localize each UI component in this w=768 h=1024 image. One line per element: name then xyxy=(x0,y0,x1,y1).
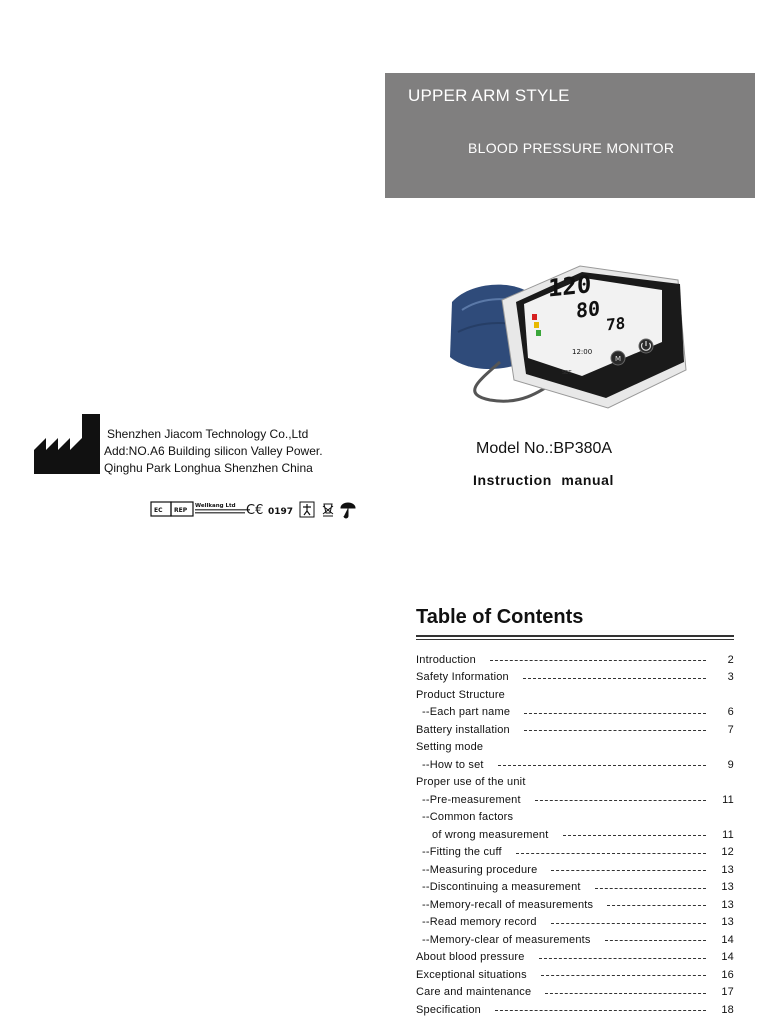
toc-leader xyxy=(539,958,706,959)
sys-reading: 120 xyxy=(548,270,592,303)
toc-entry xyxy=(416,756,734,774)
pulse-reading: 78 xyxy=(606,313,626,335)
status-red xyxy=(532,314,537,320)
toc-leader xyxy=(524,713,706,714)
toc-entry xyxy=(416,704,734,722)
toc-entry-label: Setting mode xyxy=(416,741,484,754)
toc-entry xyxy=(416,861,734,879)
ce-mark-icon: C€ xyxy=(246,503,264,518)
toc-leader xyxy=(607,905,706,906)
toc-entry-label: Battery installation xyxy=(416,723,510,736)
toc-entry xyxy=(416,826,734,844)
status-yellow xyxy=(534,322,539,328)
toc-entry-page: 17 xyxy=(721,986,734,999)
toc-entry-page: 13 xyxy=(721,881,734,894)
toc-entry-page: 13 xyxy=(721,898,734,911)
model-number: Model No.:BP380A xyxy=(476,440,613,457)
toc-entry-label: --Fitting the cuff xyxy=(422,846,502,859)
toc-leader xyxy=(551,870,706,871)
toc-entry xyxy=(416,774,734,792)
toc-entry-label: --Measuring procedure xyxy=(422,863,538,876)
status-green xyxy=(536,330,541,336)
toc-entry-label: Safety Information xyxy=(416,671,509,684)
toc-entry-page: 7 xyxy=(727,723,734,736)
toc-entry xyxy=(416,966,734,984)
toc-leader xyxy=(490,660,706,661)
set-button-label: SET xyxy=(562,370,572,376)
toc-entry-label: --Discontinuing a measurement xyxy=(422,881,581,894)
toc-entry-page: 13 xyxy=(721,916,734,929)
rep-label: REP xyxy=(174,507,188,514)
cover-banner xyxy=(385,73,755,198)
product-label: BLOOD PRESSURE MONITOR xyxy=(468,140,675,156)
manufacturer-info xyxy=(104,426,323,477)
toc-entry-page: 13 xyxy=(721,863,734,876)
toc-entry-label: Product Structure xyxy=(416,688,505,701)
toc-entry xyxy=(416,669,734,687)
toc-entry xyxy=(416,686,734,704)
toc-entry xyxy=(416,914,734,932)
toc-leader xyxy=(523,678,706,679)
toc-entry-label: --Read memory record xyxy=(422,916,537,929)
toc-leader xyxy=(545,993,706,994)
toc-entry-page: 18 xyxy=(721,1003,734,1016)
keep-dry-umbrella-icon xyxy=(341,503,355,518)
manufacturer-address-line2: Qinghu Park Longhua Shenzhen China xyxy=(104,461,313,475)
toc-divider-thin xyxy=(416,639,734,640)
toc-leader xyxy=(498,765,706,766)
toc-title: Table of Contents xyxy=(416,606,584,628)
toc-entry-label: of wrong measurement xyxy=(432,828,549,841)
toc-entry-label: Care and maintenance xyxy=(416,986,532,999)
toc-entry-label: Specification xyxy=(416,1003,481,1016)
toc-leader xyxy=(551,923,706,924)
weee-bin-icon xyxy=(323,504,333,516)
toc-leader xyxy=(535,800,706,801)
table-of-contents xyxy=(416,651,734,1019)
toc-leader xyxy=(605,940,706,941)
toc-entry xyxy=(416,844,734,862)
toc-entry xyxy=(416,721,734,739)
toc-entry-label: --Memory-recall of measurements xyxy=(422,898,594,911)
toc-entry-label: Exceptional situations xyxy=(416,968,527,981)
toc-entry xyxy=(416,651,734,669)
toc-entry-page: 14 xyxy=(721,933,734,946)
manual-title: Instruction manual xyxy=(473,472,615,488)
toc-entry-label: Proper use of the unit xyxy=(416,776,526,789)
toc-entry-page: 16 xyxy=(721,968,734,981)
toc-entry-label: --Memory-clear of measurements xyxy=(422,933,591,946)
toc-entry xyxy=(416,896,734,914)
toc-entry xyxy=(416,791,734,809)
toc-entry-label: --Each part name xyxy=(422,706,511,719)
dia-reading: 80 xyxy=(576,296,601,323)
manufacturer-name: Shenzhen Jiacom Technology Co.,Ltd xyxy=(107,427,309,441)
toc-leader xyxy=(541,975,706,976)
toc-entry-page: 14 xyxy=(721,951,734,964)
toc-entry xyxy=(416,739,734,757)
toc-entry-page: 11 xyxy=(722,828,734,841)
toc-leader xyxy=(563,835,707,836)
certification-marks xyxy=(150,499,360,521)
toc-leader xyxy=(595,888,706,889)
toc-entry-page: 9 xyxy=(727,758,734,771)
manufacturer-address-line1: Add:NO.A6 Building silicon Valley Power. xyxy=(104,444,323,458)
toc-leader xyxy=(516,853,706,854)
manufacturer-icon xyxy=(34,412,100,474)
toc-entry-page: 6 xyxy=(727,706,734,719)
ce-number: 0197 xyxy=(268,507,294,517)
toc-entry-label: --Common factors xyxy=(422,811,514,824)
toc-entry-page: 12 xyxy=(721,846,734,859)
toc-entry-page: 2 xyxy=(727,653,734,666)
toc-entry xyxy=(416,879,734,897)
toc-entry-page: 11 xyxy=(722,793,734,806)
toc-entry-label: --Pre-measurement xyxy=(422,793,521,806)
toc-entry xyxy=(416,809,734,827)
time-readout: 12:00 xyxy=(572,348,593,356)
toc-leader xyxy=(495,1010,706,1011)
toc-entry xyxy=(416,949,734,967)
toc-leader xyxy=(524,730,706,731)
ec-label: EC xyxy=(154,507,163,514)
toc-entry xyxy=(416,984,734,1002)
rep-company: Wellkang Ltd xyxy=(195,503,236,509)
toc-entry-label: --How to set xyxy=(422,758,484,771)
toc-entry xyxy=(416,1001,734,1019)
toc-entry-page: 3 xyxy=(727,671,734,684)
toc-entry xyxy=(416,931,734,949)
style-label: UPPER ARM STYLE xyxy=(408,86,570,105)
toc-entry-label: About blood pressure xyxy=(416,951,525,964)
toc-entry-label: Introduction xyxy=(416,653,476,666)
blood-pressure-monitor-illustration xyxy=(440,262,690,412)
memory-button-label: M xyxy=(615,355,622,363)
toc-divider xyxy=(416,635,734,637)
